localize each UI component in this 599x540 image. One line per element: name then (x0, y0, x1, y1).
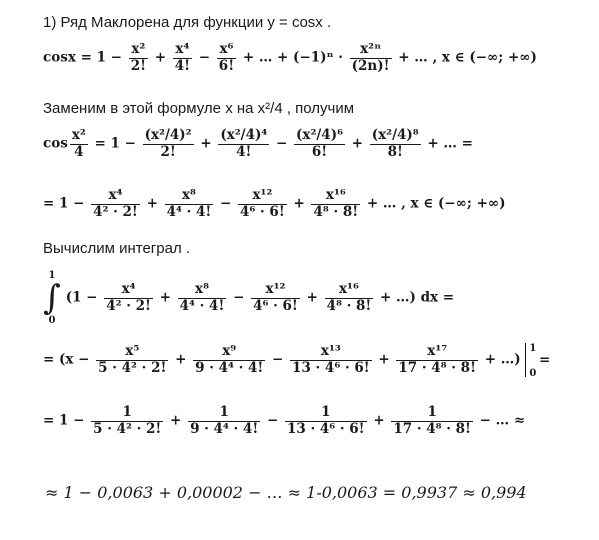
heading-substitute: Заменим в этой формуле x на x²/4 , получим (43, 100, 355, 117)
term-3: $\frac{\text{x¹²}}{\text{4⁶ · 6!}}$ (240, 187, 285, 220)
heading-integral: Вычислим интеграл . (43, 240, 191, 257)
term-1: $\frac{\text{(x²/4)²}}{2!}$ (144, 127, 192, 160)
term-4: $\frac{\text{(x²/4)⁸}}{8!}$ (371, 127, 419, 160)
evaluation-bar: 1 0 (525, 343, 528, 377)
term-1: $\frac{\text{x⁴}}{\text{4² · 2!}}$ (93, 187, 138, 220)
cos-series-formula: cosx = 1 − $\frac{\text{x²}}{2!}$ + $\frac{\text{x⁴}}{4!}$ − $\frac{\text{x⁶}}{6!}$ + … + (−1)ⁿ · $\frac{\text{x²ⁿ}}{(2n)!}$ + … , x ∈ (−∞; +∞) (43, 41, 537, 74)
antiderivative-expression: = (x − $\frac{\text{x⁵}}{\text{5 · 4² · 2!}}$ + $\frac{\text{x⁹}}{\text{9 · 4⁴ · 4!}}$ − $\frac{\text{x¹³}}{\text{13 · 4⁶ · 6!}}$ + $\frac{\text{x¹⁷}}{\text{17 · 4⁸ · 8!}}$ + …) 1 0 = (43, 342, 551, 379)
term-4: $\frac{1}{\text{17 · 4⁸ · 8!}}$ (393, 404, 471, 437)
numeric-series: = 1 − $\frac{1}{\text{5 · 4² · 2!}}$ + $\frac{1}{\text{9 · 4⁴ · 4!}}$ − $\frac{1}{\text{13 · 4⁶ · 6!}}$ + $\frac{1}{\text{17 · 4⁸ · 8!}}$ − … ≈ (43, 404, 526, 437)
term-2: $\frac{\text{(x²/4)⁴}}{4!}$ (220, 127, 268, 160)
term-3: $\frac{\text{x¹²}}{\text{4⁶ · 6!}}$ (253, 280, 298, 314)
term-2: $\frac{\text{x⁸}}{\text{4⁴ · 4!}}$ (166, 187, 212, 220)
integral-sign: 1 ∫ 0 (43, 270, 61, 326)
term-2: $\frac{\text{x⁹}}{\text{9 · 4⁴ · 4!}}$ (195, 342, 264, 376)
term-1: $\frac{\text{x²}}{2!}$ (130, 41, 147, 74)
general-term: $\frac{\text{x²ⁿ}}{(2n)!}$ (351, 41, 390, 74)
term-2: $\frac{1}{\text{9 · 4⁴ · 4!}}$ (190, 404, 259, 437)
lhs-argument: $\frac{\text{x²}}{4}$ (71, 127, 86, 160)
heading-maclaurin: 1) Ряд Маклорена для функции y = cosx . (43, 14, 332, 31)
integral-expression: 1 ∫ 0 (1 − $\frac{\text{x⁴}}{\text{4² · 2!}}$ + $\frac{\text{x⁸}}{\text{4⁴ · 4!}}$ − $\frac{\text{x¹²}}{\text{4⁶ · 6!}}$ + $\frac{\text{x¹⁶}}{\text{4⁸ · 8!}}$ + …) dx = (43, 270, 455, 326)
term-3: $\frac{\text{x¹³}}{\text{13 · 4⁶ · 6!}}$ (292, 342, 370, 376)
term-1: $\frac{\text{x⁵}}{\text{5 · 4² · 2!}}$ (98, 342, 167, 376)
term-2: $\frac{\text{x⁴}}{4!}$ (174, 41, 191, 74)
final-result: ≈ 1 − 0,0063 + 0,00002 − … ≈ 1-0,0063 = 0,9937 ≈ 0,994 (45, 483, 527, 502)
term-4: $\frac{\text{x¹⁷}}{\text{17 · 4⁸ · 8!}}$ (398, 342, 477, 376)
simplified-series: = 1 − $\frac{\text{x⁴}}{\text{4² · 2!}}$ + $\frac{\text{x⁸}}{\text{4⁴ · 4!}}$ − $\frac{\text{x¹²}}{\text{4⁶ · 6!}}$ + $\frac{\text{x¹⁶}}{\text{4⁸ · 8!}}$ + … , x ∈ (−∞; +∞) (43, 187, 506, 220)
substituted-series: cos $\frac{\text{x²}}{4}$ = 1 − $\frac{\text{(x²/4)²}}{2!}$ + $\frac{\text{(x²/4)⁴}}{4!}$ − $\frac{\text{(x²/4)⁶}}{6!}$ + $\frac{\text{(x²/4)⁸}}{8!}$ + … = (43, 127, 473, 160)
term-1: $\frac{1}{\text{5 · 4² · 2!}}$ (93, 404, 162, 437)
lhs: cosx = 1 − (43, 49, 122, 66)
term-3: $\frac{\text{x⁶}}{6!}$ (218, 41, 235, 74)
term-4: $\frac{\text{x¹⁶}}{\text{4⁸ · 8!}}$ (313, 187, 359, 220)
term-4: $\frac{\text{x¹⁶}}{\text{4⁸ · 8!}}$ (326, 280, 372, 314)
term-1: $\frac{\text{x⁴}}{\text{4² · 2!}}$ (106, 280, 151, 314)
term-3: $\frac{1}{\text{13 · 4⁶ · 6!}}$ (287, 404, 365, 437)
term-3: $\frac{\text{(x²/4)⁶}}{6!}$ (296, 127, 344, 160)
term-2: $\frac{\text{x⁸}}{\text{4⁴ · 4!}}$ (179, 280, 225, 314)
